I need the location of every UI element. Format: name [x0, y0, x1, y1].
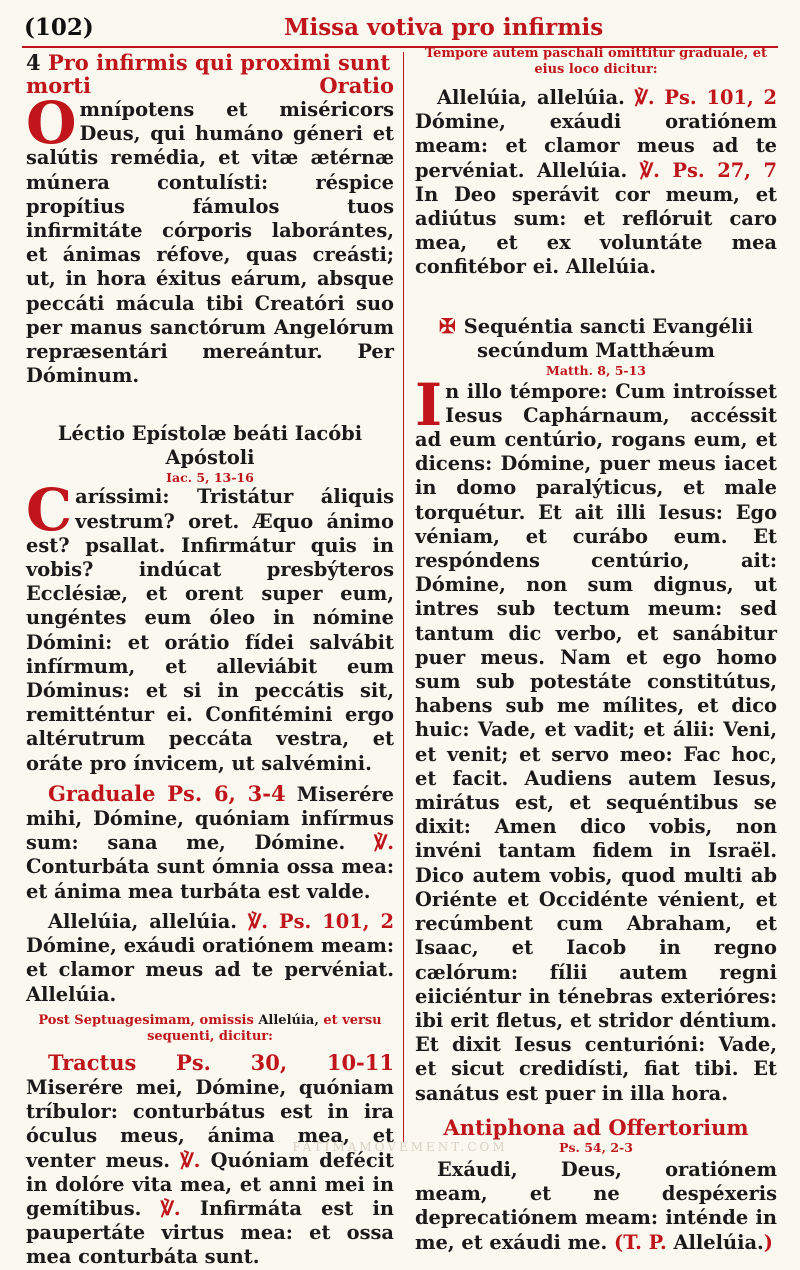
oratio-heading — [26, 51, 394, 97]
tractus-label: Tractus Ps. 30, 10-11 — [48, 1049, 394, 1075]
epistle-heading — [26, 422, 394, 485]
gospel-title-b: secúndum Matthǽum — [477, 338, 715, 362]
offertory-text: Exáudi, Deus, oratiónem meam, et ne despéxeris deprecatiónem meam: inténde in me, et exáudi me. (T. P. Allelúia.) — [415, 1157, 777, 1254]
epistle-drop-cap: C — [26, 476, 73, 545]
epistle-title-b: Apóstoli — [165, 446, 255, 470]
epistle-ref: Iac. 5, 13-16 — [166, 470, 254, 486]
watermark: FATIMAMOVEMENT.COM — [292, 1140, 508, 1154]
alleluia-left: Allelúia, allelúia. ℣. Ps. 101, 2 Dómine, exáudi oratiónem meam: et clamor meus ad te pervéniat. Allelúia. — [26, 909, 394, 1006]
offertory-title: Antiphona ad Offertorium — [443, 1114, 749, 1140]
oratio-text: Omnípotens et miséricors Deus, qui humáno géneri et salútis remédia, et vitæ ætérnæ múnera contulísti: réspice propítius fámulos tuos infirmitáte córporis laborántes, et ánimas réfove, quas creásti; ut, in hora éxitus eárum, absque peccáti mácula tibi Creatóri suo per manus sanctórum Angelórum repræsentári mereántur. Per Dóminum. — [26, 89, 394, 388]
page-title: Missa votiva pro infirmis — [284, 14, 604, 41]
oratio-label: Oratio — [319, 73, 394, 98]
gospel-drop-cap: I — [415, 370, 443, 439]
gospel-ref: Matth. 8, 5-13 — [546, 362, 646, 378]
page-header — [22, 8, 778, 48]
alleluia-ref-1: ℣. Ps. 101, 2 — [634, 86, 777, 109]
graduale-label: Graduale Ps. 6, 3-4 — [48, 780, 286, 806]
gospel-heading — [415, 314, 777, 378]
paschal-rubric: Tempore autem paschali omittitur graduale, et eius loco dicitur: — [424, 46, 768, 77]
versicle-mark: ℣. — [160, 1196, 181, 1220]
oratio-drop-cap: O — [26, 89, 77, 157]
column-divider — [403, 52, 404, 1142]
oratio-number: 4 — [26, 50, 41, 75]
gospel-text: In illo témpore: Cum introísset Iesus Caphárnaum, accéssit ad eum centúrio, rogans eum, et dicens: Dómine, puer meus iacet in domo paralýticus, et male torquétur. Et ait illi Iesus: Ego véniam, et curábo eum. Et respóndens centúrio, ait: Dómine, non sum dignus, ut intres sub tectum meum: sed tantum dic verbo, et sanábitur puer meus. Nam et ego homo sum sub potestáte constitútus, habens sub me mílites, et dico huic: Vade, et vadit; et álii: Veni, et venit; et servo meo: Fac hoc, et facit. Audiens autem Iesus, mirátus est, et sequéntibus se dixit: Amen dico vobis, non invéni tantam fidem in Israël. Dico autem vobis, quod multi ab Oriénte et Occidénte vénient, et recúmbent cum Abraham, et Isaac, et Iacob in regno cælórum: fílii autem regni eiiciéntur in ténebras exterióres: ibi erit fletus, et stridor déntium. Et dixit Iesus centurióni: Vade, et sicut credidísti, fiat tibi. Et sanátus est puer in illa hora. — [415, 370, 777, 1105]
graduale: Graduale Ps. 6, 3-4 Miserére mihi, Dómine, quóniam infírmus sum: sana me, Dómine. ℣. Conturbáta sunt ómnia ossa mea: et ánima mea turbáta est valde. — [26, 780, 394, 903]
versicle-mark: ℣. — [180, 1148, 201, 1172]
versicle-mark: ℣. — [373, 831, 394, 855]
tractus: Tractus Ps. 30, 10-11 Miserére mei, Dómine, quóniam tríbulor: conturbátus est in ira óculus meus, ánima mea, et venter meus. ℣. Quóniam defécit in dolóre vita mea, et anni mei in gemítibus. ℣. Infirmáta est in paupertáte virtus mea: et ossa mea conturbáta sunt. — [26, 1049, 394, 1269]
epistle-text: Caríssimi: Tristátur áliquis vestrum? oret. Æquo ánimo est? psallat. Infirmátur quis in vobis? indúcat presbýteros Ecclésiæ, et orent super eum, ungéntes eum óleo in nómine Dómini: et orátio fídei salvábit infírmum, et alleviábit eum Dóminus: et si in peccátis sit, remitténtur ei. Confitémini ergo altérutrum peccáta vestra, et oráte pro ínvicem, ut salvémini. — [26, 476, 394, 775]
offertory-ref: Ps. 54, 2-3 — [559, 1139, 633, 1155]
oratio-title-b: morti — [26, 73, 91, 98]
alleluia-ref: ℣. Ps. 101, 2 — [248, 909, 394, 933]
epistle-title-a: Léctio Epístolæ beáti Iacóbi — [57, 422, 363, 446]
cross-icon: ✠ — [439, 313, 456, 338]
alleluia-right: Allelúia, allelúia. ℣. Ps. 101, 2 Dómine, exáudi oratiónem meam: et clamor meus ad te pervéniat. Allelúia. ℣. Ps. 27, 7 In Deo sperávit cor meum, et adiútus sum: et reflóruit caro mea, et ex voluntáte mea confitébor ei. Allelúia. — [415, 86, 777, 279]
page-number: (102) — [24, 14, 94, 41]
right-column — [415, 46, 777, 1255]
alleluia-ref-2: ℣. Ps. 27, 7 — [639, 158, 777, 182]
left-column — [26, 50, 394, 1270]
gospel-title-a: Sequéntia sancti Evangélii — [463, 314, 753, 338]
septuagesima-rubric: Post Septuagesimam, omissis Allelúia, et versu sequenti, dicitur: — [38, 1012, 382, 1044]
oratio-title-a: Pro infirmis qui proximi sunt — [47, 50, 391, 75]
